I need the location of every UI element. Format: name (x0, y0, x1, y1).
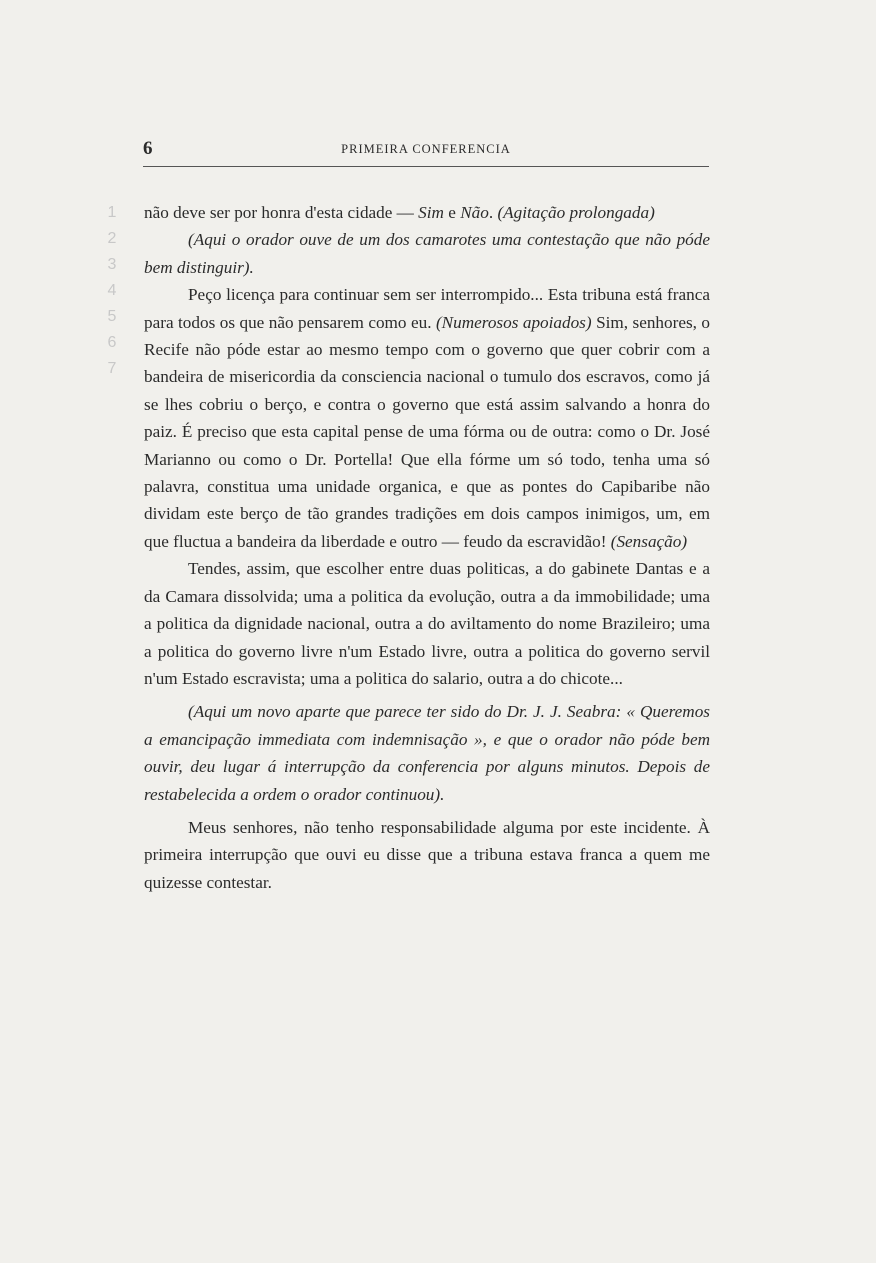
margin-mark: 5 (107, 308, 117, 325)
text-run: não deve ser por honra d'esta cidade — (144, 203, 419, 222)
page-header (143, 138, 709, 164)
stage-direction: (Numerosos apoiados) (435, 312, 592, 332)
text-run: e (443, 203, 461, 222)
margin-mark: 3 (107, 256, 117, 273)
text-run: Sim, senhores, o Recife não póde estar ao mesmo tempo com o governo que quer cobrir com a bandeira de misericordia da consciencia nacional o tumulo dos escravos, como já se lhes cobriu o berço, e contra o governo que está assim salvando a honra do paiz. É preciso que esta capital pense de uma fórma ou de outra: como o Dr. José Marianno ou como o Dr. Portella! Que ella fórme um só todo, tenha uma só palavra, constitua uma unidade organica, e que as pontes do Capibaribe não dividam este berço de tão grandes tradições em dois campos inimigos, um, em que fluctua a bandeira da liberdade e outro — feudo da escravidão! (144, 312, 711, 551)
text-run-italic: Não (460, 203, 489, 222)
margin-pencil-marks (100, 200, 124, 382)
margin-mark: 1 (107, 204, 117, 221)
running-title: PRIMEIRA CONFERENCIA (341, 142, 511, 156)
stage-direction: (Agitação prolongada) (497, 203, 655, 222)
paragraph-3 (144, 281, 710, 555)
stage-direction: (Aqui um novo aparte que parece ter sido do Dr. J. J. Seabra: « Queremos a emancipação immediata com indemnisação », e que o orador não póde bem ouvir, deu lugar á interrupção da conferencia por alguns minutos. Depois de restabelecida a ordem o orador continuou). (144, 702, 710, 804)
stage-direction: (Sensação) (610, 531, 688, 551)
paragraph-4 (144, 555, 710, 692)
text-run: . (488, 203, 498, 222)
text-run: Tendes, assim, que escolher entre duas politicas, a do gabinete Dantas e a da Camara dissolvida; uma a politica da evolução, outra a da immobilidade; uma a politica da dignidade nacional, outra a do aviltamento do nome Brazileiro; uma a politica do governo livre n'um Estado livre, outra a politica do governo servil n'um Estado escravista; uma a politica do salario, outra a do chicote... (144, 559, 710, 688)
margin-mark: 4 (107, 282, 117, 299)
margin-mark: 7 (107, 360, 117, 377)
paragraph-6 (144, 814, 710, 896)
margin-mark: 2 (107, 230, 117, 247)
header-rule (143, 166, 709, 167)
margin-mark: 6 (107, 334, 117, 351)
text-run-italic: Sim (418, 203, 444, 222)
page-number: 6 (143, 138, 153, 159)
paragraph-5 (144, 698, 710, 808)
paragraph-1 (144, 199, 710, 226)
text-run: Peço licença para continuar sem ser interrompido... Esta tribuna está franca para todos os que não pensarem como eu. (144, 285, 710, 332)
stage-direction: (Aqui o orador ouve de um dos camarotes uma contestação que não póde bem distinguir). (144, 230, 710, 277)
text-run: Meus senhores, não tenho responsabilidade alguma por este incidente. À primeira interrupção que ouvi eu disse que a tribuna estava franca a quem me quizesse contestar. (144, 817, 710, 892)
body-text (144, 199, 710, 896)
paragraph-2 (144, 226, 710, 281)
